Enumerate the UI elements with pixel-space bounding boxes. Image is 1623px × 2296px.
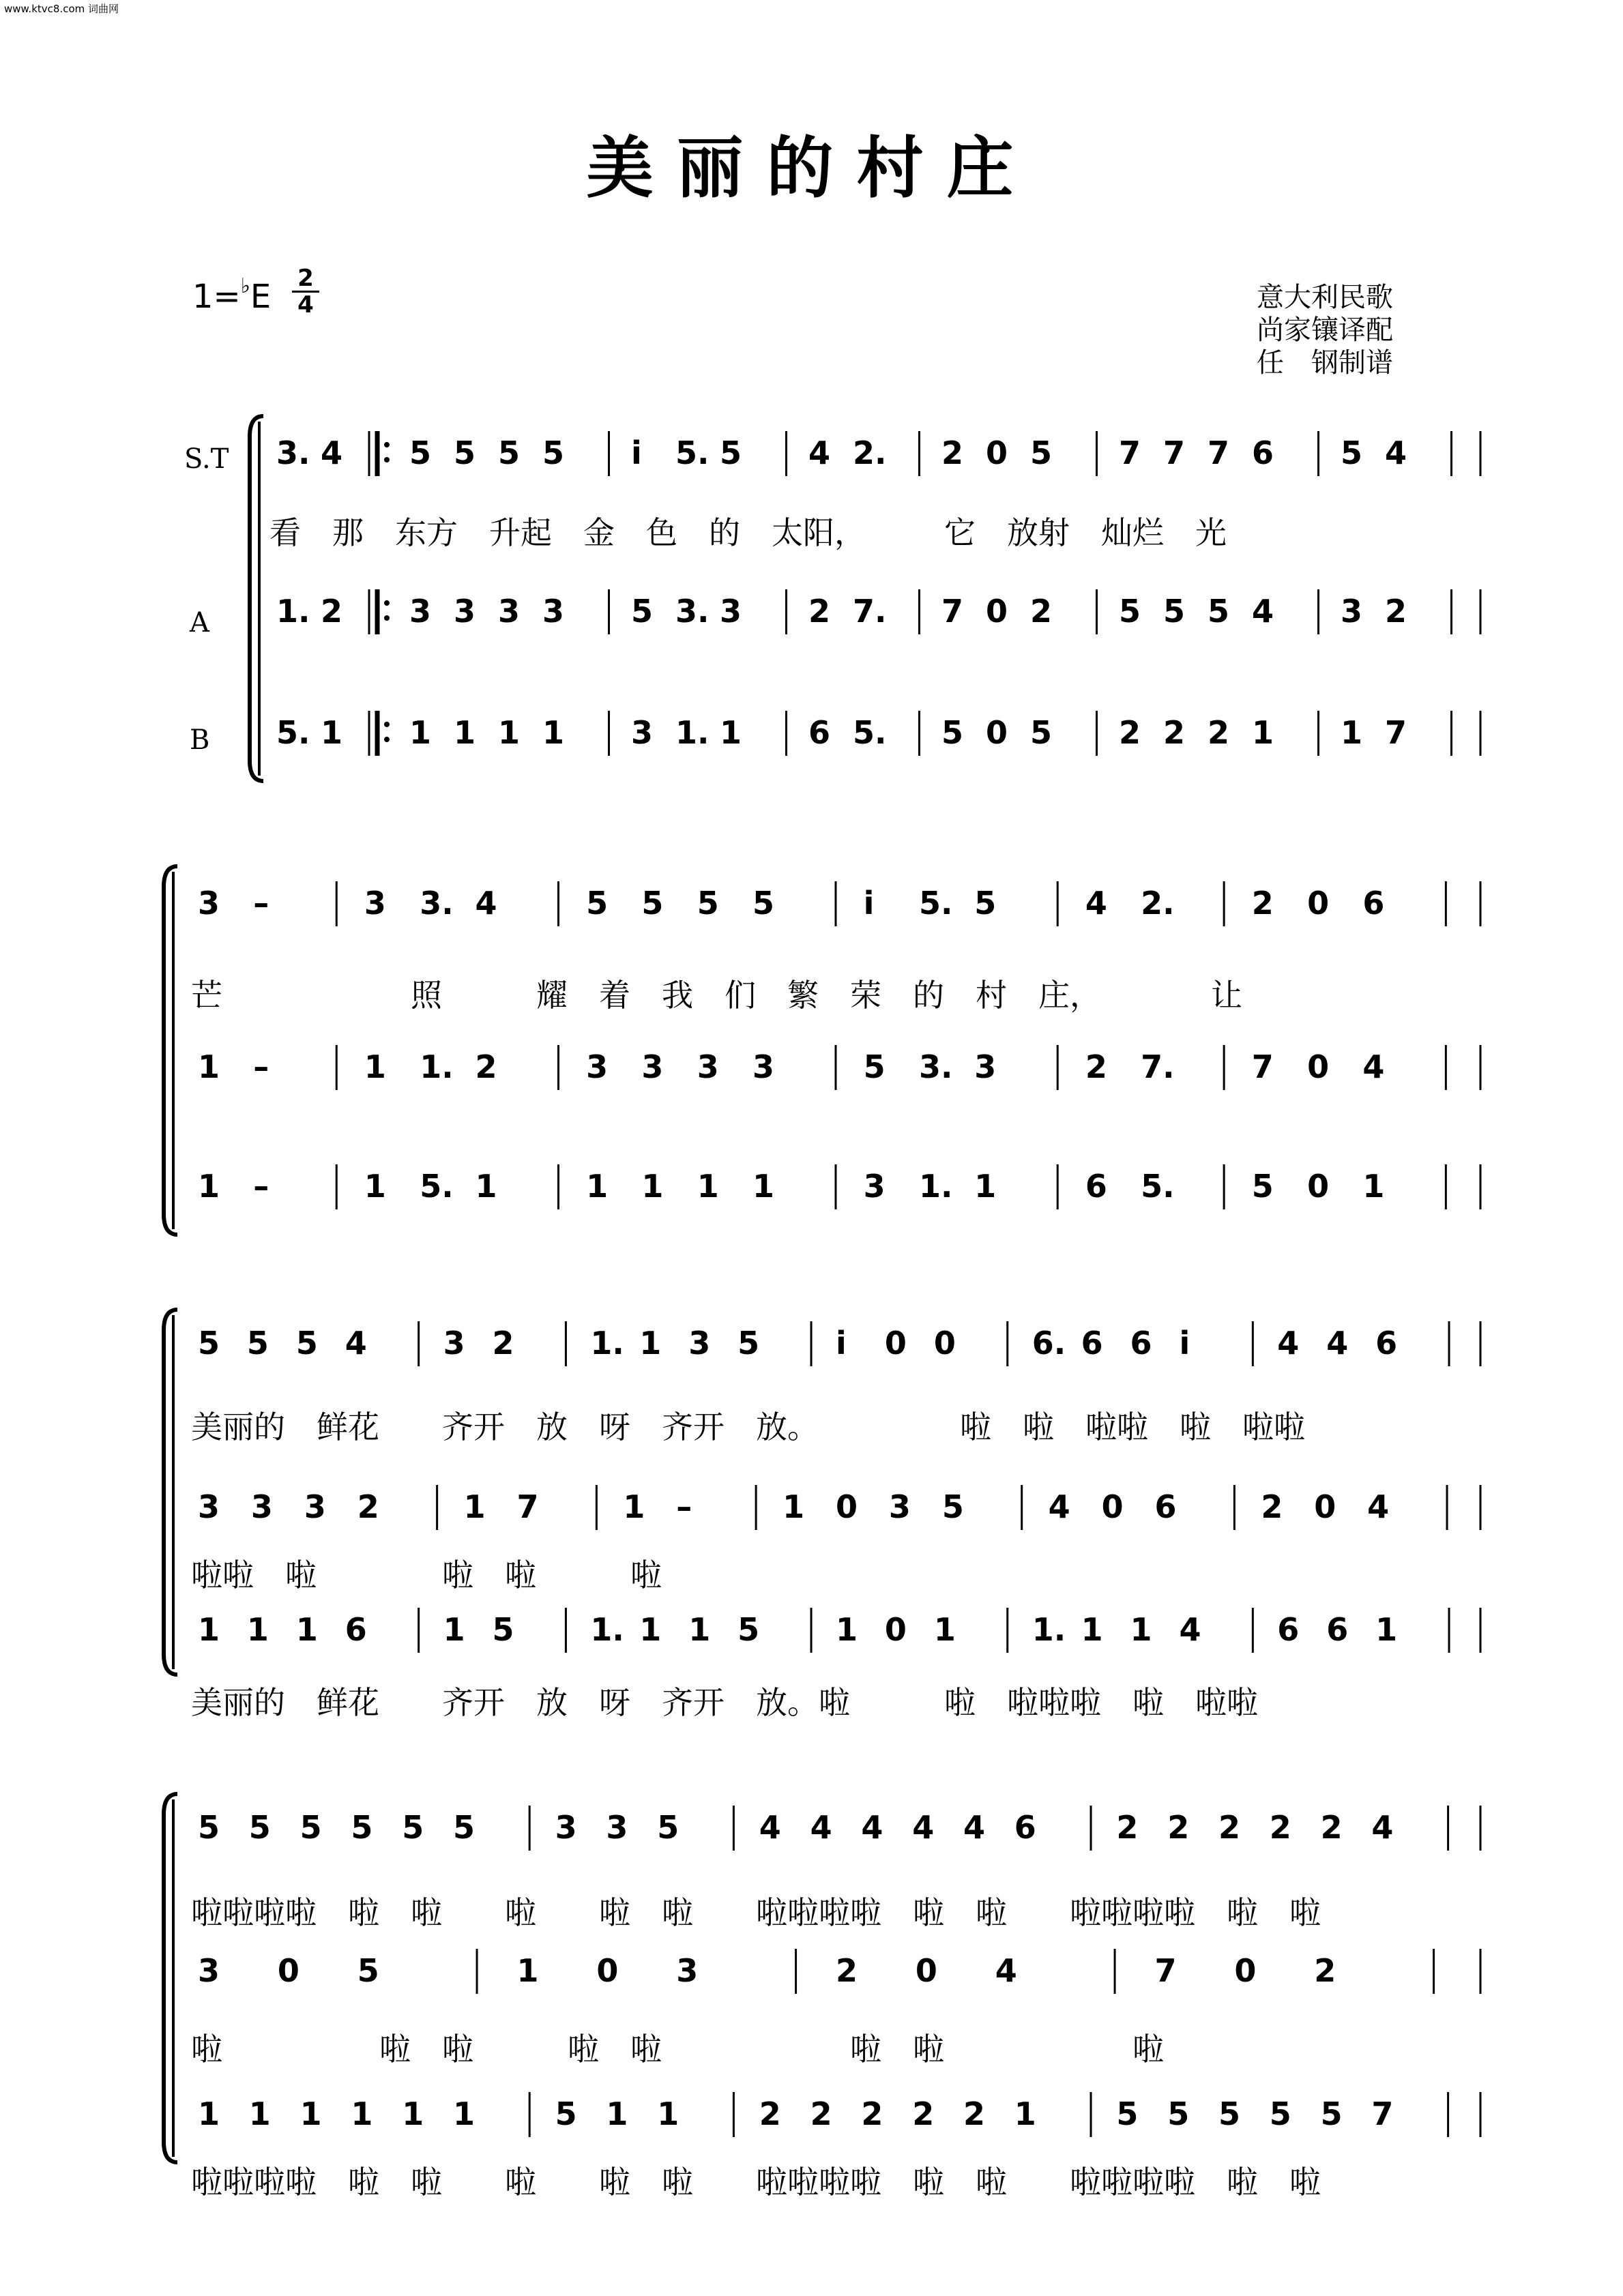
note: 4 — [1048, 1488, 1070, 1525]
note: 7. — [853, 593, 887, 630]
note: 3 — [542, 593, 565, 630]
note: 5 — [1030, 435, 1053, 471]
repeat-dot — [384, 442, 390, 447]
note: 3 — [454, 593, 476, 630]
note: 4 — [1371, 1809, 1394, 1846]
note: 1 — [586, 1168, 609, 1205]
note: 5. — [1141, 1168, 1175, 1205]
lyric-line: 啦 啦 啦 啦 啦 啦 啦 啦 — [191, 2031, 1164, 2067]
note: 1 — [1341, 714, 1363, 751]
note: 6 — [1362, 885, 1385, 922]
note: 5 — [454, 435, 476, 471]
note: 5. — [675, 435, 710, 471]
note: 6 — [1252, 435, 1274, 471]
note-dash: – — [253, 885, 269, 922]
repeat-dot — [384, 615, 390, 621]
note: 5 — [402, 1809, 424, 1846]
note: 1 — [295, 1611, 318, 1648]
note: 2 — [475, 1048, 497, 1085]
note: 1 — [498, 714, 521, 751]
system-bracket — [164, 1794, 177, 2162]
note: 2 — [912, 2095, 935, 2132]
note: 5 — [1167, 2095, 1190, 2132]
note: 7 — [1163, 435, 1186, 471]
note: 5 — [752, 885, 775, 922]
lyric-line: 美丽的 鲜花 齐开 放 呀 齐开 放。啦 啦 啦啦啦 啦 啦啦 — [191, 1684, 1258, 1721]
note: 3 — [586, 1048, 609, 1085]
note: 0 — [884, 1325, 907, 1362]
repeat-dot — [384, 722, 390, 727]
note: 1 — [641, 1168, 664, 1205]
note: 3. — [276, 435, 310, 471]
note: 3 — [1341, 593, 1363, 630]
note: 4 — [1277, 1325, 1300, 1362]
note: 4 — [810, 1809, 832, 1846]
note: 5. — [420, 1168, 454, 1205]
lyric-line: 美丽的 鲜花 齐开 放 呀 齐开 放。 啦 啦 啦啦 啦 啦啦 — [191, 1409, 1305, 1445]
note: 3 — [974, 1048, 997, 1085]
note: 2 — [1385, 593, 1407, 630]
note: 2 — [1218, 1809, 1241, 1846]
note: i — [631, 435, 642, 471]
note: 3 — [697, 1048, 719, 1085]
note: 7. — [1141, 1048, 1175, 1085]
note: 1 — [974, 1168, 997, 1205]
note: 6 — [1085, 1168, 1107, 1205]
note: 0 — [1234, 1952, 1257, 1989]
repeat-dot — [384, 600, 390, 606]
note: 1 — [248, 2095, 271, 2132]
note: 5 — [737, 1325, 760, 1362]
note: 7 — [1251, 1048, 1274, 1085]
note: 1 — [1252, 714, 1274, 751]
note: 4 — [1326, 1325, 1349, 1362]
note: 2 — [810, 2095, 832, 2132]
note: 3. — [675, 593, 710, 630]
note: 4 — [1085, 885, 1107, 922]
note: 5 — [409, 435, 432, 471]
note: 3 — [720, 593, 742, 630]
note-dash: – — [676, 1488, 692, 1525]
note: i — [836, 1325, 847, 1362]
note: 4 — [1362, 1048, 1385, 1085]
note: 2 — [1085, 1048, 1107, 1085]
note: 5 — [1251, 1168, 1274, 1205]
note: 2. — [1141, 885, 1175, 922]
note: 3 — [409, 593, 432, 630]
note: 3 — [198, 1952, 220, 1989]
time-signature-top: 2 — [297, 265, 314, 292]
note: 0 — [1101, 1488, 1124, 1525]
note: 2 — [321, 593, 343, 630]
note: 0 — [986, 593, 1008, 630]
note-dash: – — [253, 1168, 269, 1205]
note: 3 — [198, 1488, 220, 1525]
note: 3 — [641, 1048, 664, 1085]
note: 4 — [1367, 1488, 1390, 1525]
lyric-line: 看 那 东方 升起 金 色 的 太阳， 它 放射 灿烂 光 — [269, 514, 1227, 551]
note: 4 — [345, 1325, 367, 1362]
note: 5 — [542, 435, 565, 471]
note: 4 — [1179, 1611, 1201, 1648]
note: 2 — [1251, 885, 1274, 922]
note: 1 — [443, 1611, 465, 1648]
note: 5 — [299, 1809, 322, 1846]
note: 0 — [1307, 1168, 1330, 1205]
note: 3 — [443, 1325, 465, 1362]
note: 6 — [1081, 1325, 1103, 1362]
lyric-line: 芒 照 耀 着 我 们 繁 荣 的 村 庄， 让 — [191, 977, 1242, 1014]
note: 0 — [1307, 1048, 1330, 1085]
system-bracket — [164, 866, 177, 1235]
part-label-alto: A — [190, 607, 209, 638]
note: 3 — [555, 1809, 577, 1846]
note: 5 — [555, 2095, 577, 2132]
note: 1 — [463, 1488, 486, 1525]
note: 2 — [1119, 714, 1141, 751]
note: 1 — [639, 1611, 662, 1648]
note: 2 — [836, 1952, 858, 1989]
note: 6 — [1014, 1809, 1036, 1846]
note: 6 — [1375, 1325, 1398, 1362]
note: 1. — [590, 1325, 624, 1362]
note: 5 — [974, 885, 997, 922]
part-label-bass: B — [190, 724, 210, 756]
note: 5 — [248, 1809, 271, 1846]
note: 5 — [1030, 714, 1053, 751]
note: 0 — [986, 714, 1008, 751]
note: 3 — [631, 714, 654, 751]
credit-arranger: 任 钢制谱 — [1257, 347, 1393, 379]
note: 5 — [657, 1809, 679, 1846]
note: 2 — [492, 1325, 514, 1362]
flat-sign: ♭ — [240, 274, 250, 298]
note: 1 — [657, 2095, 679, 2132]
credit-origin: 意大利民歌 — [1257, 282, 1393, 313]
note: 1. — [918, 1168, 953, 1205]
note: 1 — [1362, 1168, 1385, 1205]
note: 3 — [498, 593, 521, 630]
note: 5 — [941, 714, 964, 751]
note: 3. — [420, 885, 454, 922]
key-note: E — [250, 278, 272, 316]
note: 5 — [492, 1611, 514, 1648]
note: 5 — [720, 435, 742, 471]
note: 2 — [759, 2095, 781, 2132]
note: 0 — [1314, 1488, 1336, 1525]
note: 7 — [1385, 714, 1407, 751]
note: 5. — [918, 885, 953, 922]
note: 5 — [697, 885, 719, 922]
note: 1 — [1130, 1611, 1152, 1648]
note: 0 — [1307, 885, 1330, 922]
note: 5 — [198, 1325, 220, 1362]
part-label-soprano-tenor: S.T — [184, 443, 229, 475]
note: 5 — [863, 1048, 886, 1085]
note: 3 — [304, 1488, 326, 1525]
note: 2 — [1030, 593, 1053, 630]
note: 4 — [808, 435, 831, 471]
note: 5 — [1320, 2095, 1343, 2132]
note: 7 — [1208, 435, 1230, 471]
note: 4 — [861, 1809, 883, 1846]
note: 1 — [364, 1168, 386, 1205]
note: 1 — [752, 1168, 775, 1205]
note: 6 — [1154, 1488, 1177, 1525]
note: 1 — [299, 2095, 322, 2132]
note: 1 — [453, 2095, 476, 2132]
note: 5 — [246, 1325, 269, 1362]
note: 5. — [276, 714, 310, 751]
note: 1. — [420, 1048, 454, 1085]
repeat-dot — [384, 737, 390, 742]
note: 4 — [1252, 593, 1274, 630]
note: 1 — [364, 1048, 386, 1085]
note: 2 — [357, 1488, 379, 1525]
note: 3 — [250, 1488, 273, 1525]
note: 5 — [1269, 2095, 1291, 2132]
note: 6 — [1326, 1611, 1349, 1648]
note: 5 — [631, 593, 654, 630]
note: 1 — [836, 1611, 858, 1648]
note: 5 — [941, 1488, 964, 1525]
note: 1 — [933, 1611, 956, 1648]
note: 1 — [475, 1168, 497, 1205]
system-bracket — [250, 416, 263, 781]
note: 5. — [853, 714, 887, 751]
note: 2 — [1261, 1488, 1283, 1525]
note: 0 — [884, 1611, 907, 1648]
note: 1 — [639, 1325, 662, 1362]
note: 1 — [1081, 1611, 1103, 1648]
note: 6 — [345, 1611, 367, 1648]
note: 1 — [697, 1168, 719, 1205]
note: 0 — [596, 1952, 619, 1989]
note: 1 — [409, 714, 432, 751]
note: 1. — [276, 593, 310, 630]
note: 1 — [1014, 2095, 1036, 2132]
note: 2 — [808, 593, 831, 630]
note: 4 — [995, 1952, 1017, 1989]
note: 1 — [351, 2095, 373, 2132]
note: 2. — [853, 435, 887, 471]
note: 6. — [1032, 1325, 1066, 1362]
note: 5 — [737, 1611, 760, 1648]
note: 1 — [1375, 1611, 1398, 1648]
note: 5 — [295, 1325, 318, 1362]
note: 1 — [454, 714, 476, 751]
note: 1 — [198, 1048, 220, 1085]
note: 4 — [475, 885, 497, 922]
note: 0 — [277, 1952, 299, 1989]
note: 1 — [198, 1168, 220, 1205]
note: 5 — [1341, 435, 1363, 471]
note: 1 — [542, 714, 565, 751]
note: 2 — [963, 2095, 986, 2132]
note: 4 — [912, 1809, 935, 1846]
note: 1 — [606, 2095, 628, 2132]
note: 1 — [402, 2095, 424, 2132]
note: 5 — [498, 435, 521, 471]
note: 0 — [933, 1325, 956, 1362]
note: 2 — [1208, 714, 1230, 751]
note: 2 — [941, 435, 964, 471]
note: 4 — [759, 1809, 781, 1846]
note: 1 — [516, 1952, 539, 1989]
note: 4 — [1385, 435, 1407, 471]
note: 1. — [1032, 1611, 1066, 1648]
note: 2 — [1167, 1809, 1190, 1846]
note-dash: – — [253, 1048, 269, 1085]
note: 3 — [606, 1809, 628, 1846]
note: 6 — [1130, 1325, 1152, 1362]
note: i — [863, 885, 875, 922]
note: 5 — [351, 1809, 373, 1846]
note: 1 — [198, 2095, 220, 2132]
note: 3 — [198, 885, 220, 922]
note: 3. — [918, 1048, 953, 1085]
note: 2 — [1163, 714, 1186, 751]
note: 7 — [1154, 1952, 1177, 1989]
note: 3 — [863, 1168, 886, 1205]
note: 5 — [1119, 593, 1141, 630]
note: 0 — [915, 1952, 937, 1989]
note: 6 — [1277, 1611, 1300, 1648]
note: 5 — [1208, 593, 1230, 630]
note: 1 — [623, 1488, 645, 1525]
note: 1 — [688, 1611, 711, 1648]
lyric-line: 啦啦 啦 啦 啦 啦 — [191, 1557, 662, 1593]
note: 5 — [1116, 2095, 1139, 2132]
key-prefix: 1= — [192, 278, 241, 316]
note: 0 — [986, 435, 1008, 471]
note: 5 — [357, 1952, 379, 1989]
note: 3 — [752, 1048, 775, 1085]
note: 3 — [364, 885, 386, 922]
song-title: 美丽的村庄 — [586, 129, 1037, 207]
note: 1 — [720, 714, 742, 751]
note: 3 — [888, 1488, 911, 1525]
note: 5 — [641, 885, 664, 922]
note: 2 — [1314, 1952, 1336, 1989]
note: 4 — [963, 1809, 986, 1846]
note: 3 — [688, 1325, 711, 1362]
note: i — [1179, 1325, 1190, 1362]
note: 5 — [586, 885, 609, 922]
note: 2 — [1320, 1809, 1343, 1846]
lyric-line: 啦啦啦啦 啦 啦 啦 啦 啦 啦啦啦啦 啦 啦 啦啦啦啦 啦 啦 — [191, 2164, 1321, 2201]
note: 1. — [590, 1611, 624, 1648]
note: 5 — [198, 1809, 220, 1846]
note: 1 — [198, 1611, 220, 1648]
note: 7 — [516, 1488, 539, 1525]
note: 2 — [1116, 1809, 1139, 1846]
note: 5 — [453, 1809, 476, 1846]
lyric-line: 啦啦啦啦 啦 啦 啦 啦 啦 啦啦啦啦 啦 啦 啦啦啦啦 啦 啦 — [191, 1894, 1321, 1931]
note: 3 — [676, 1952, 699, 1989]
repeat-dot — [384, 457, 390, 462]
note: 2 — [861, 2095, 883, 2132]
note: 7 — [941, 593, 964, 630]
note: 6 — [808, 714, 831, 751]
note: 7 — [1119, 435, 1141, 471]
note: 1 — [321, 714, 343, 751]
time-signature-bottom: 4 — [297, 291, 314, 319]
credit-translator: 尚家镶译配 — [1257, 314, 1393, 346]
site-watermark: www.ktvc8.com 词曲网 — [4, 3, 119, 15]
note: 7 — [1371, 2095, 1394, 2132]
note: 2 — [1269, 1809, 1291, 1846]
note: 4 — [321, 435, 343, 471]
system-bracket — [164, 1310, 177, 1675]
note: 1 — [246, 1611, 269, 1648]
note: 0 — [836, 1488, 858, 1525]
note: 1 — [783, 1488, 805, 1525]
note: 5 — [1163, 593, 1186, 630]
note: 1. — [675, 714, 710, 751]
note: 5 — [1218, 2095, 1241, 2132]
